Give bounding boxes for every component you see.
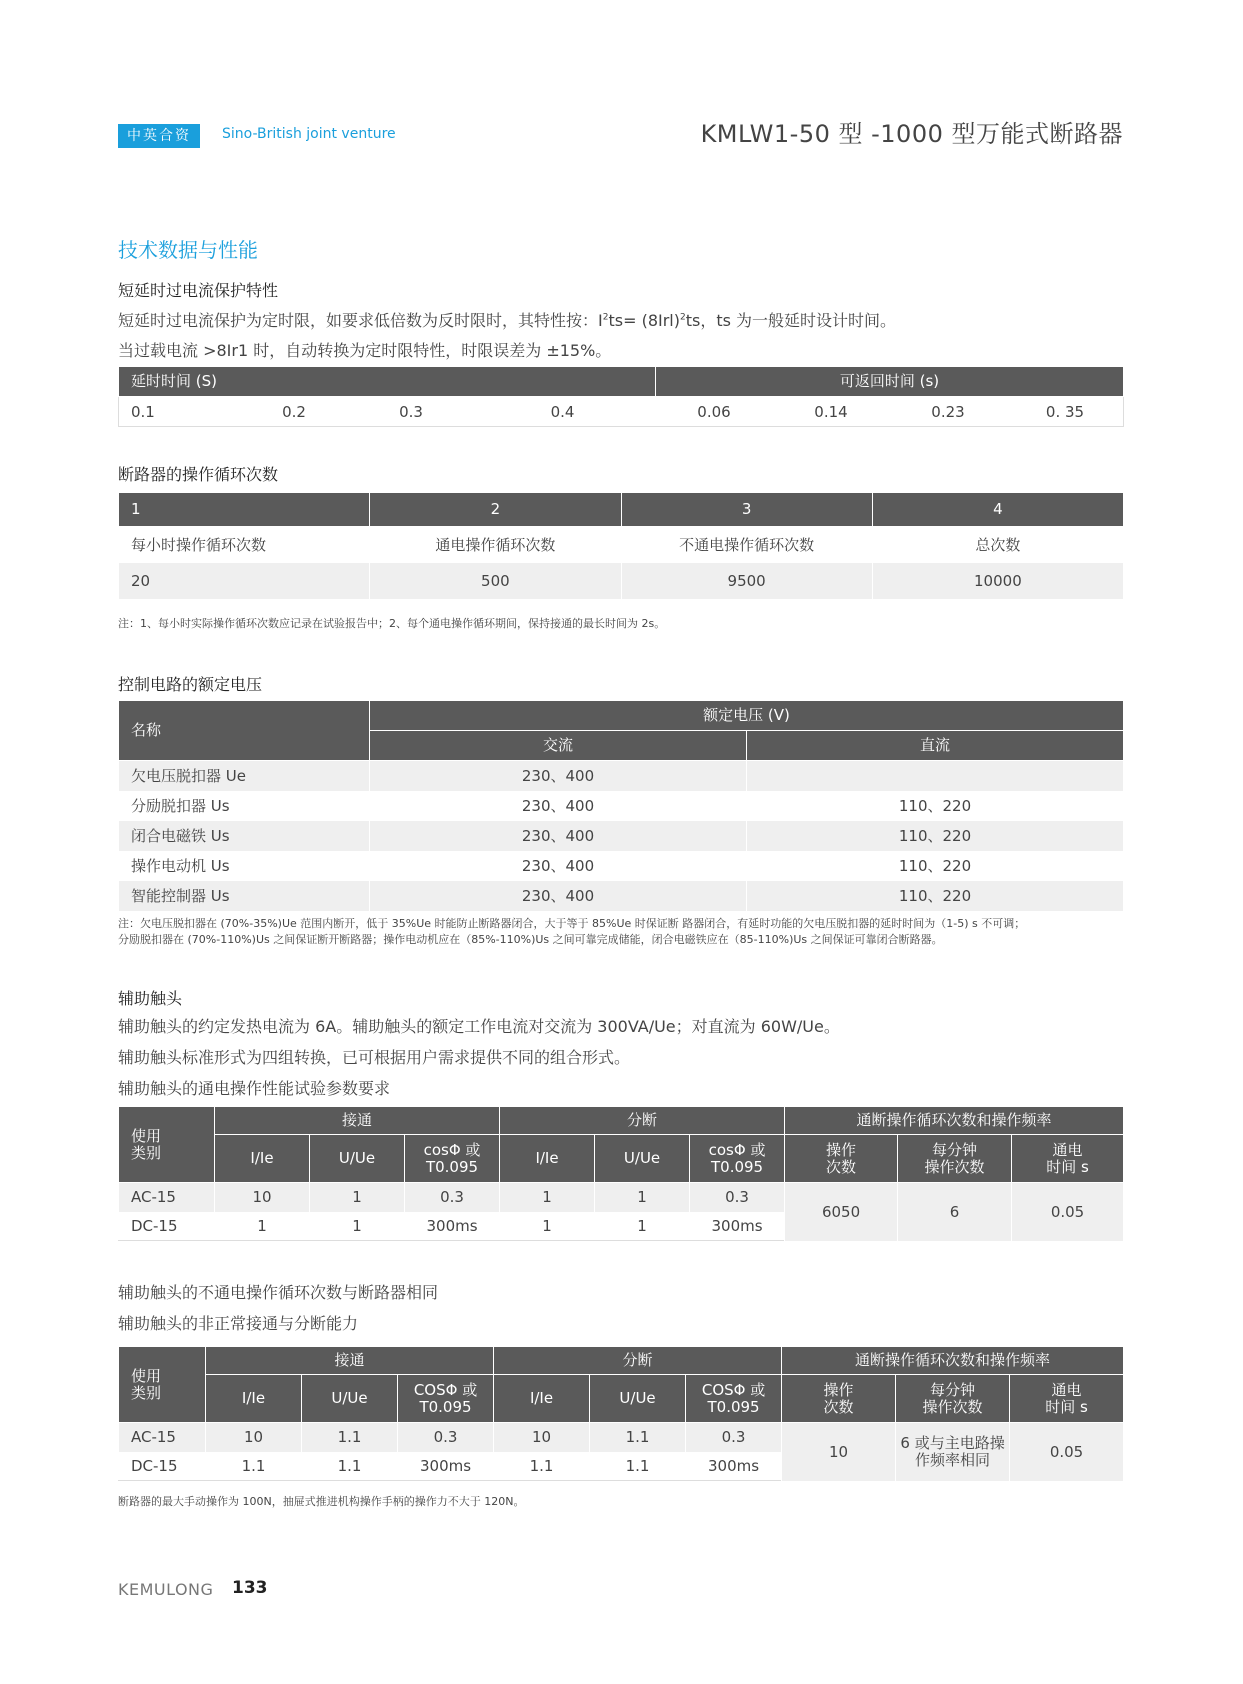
cycles-label: 不通电操作循环次数 xyxy=(621,527,872,563)
control-voltage-note-1: 注：欠电压脱扣器在 (70%-35%)Ue 范围内断开，低于 35%Ue 时能防止断路器闭合，大于等于 85%Ue 时保证断 路器闭合，有延时功能的欠电压脱扣器的延时时间为（1-5) s 不可调； xyxy=(118,917,1026,930)
voltage-row-ac: 230、400 xyxy=(370,851,747,881)
cycles-label: 通电操作循环次数 xyxy=(370,527,621,563)
aux-line2: 辅助触头标准形式为四组转换，已可根据用户需求提供不同的组合形式。 xyxy=(118,1048,631,1067)
value-cell: 0.3 xyxy=(690,1183,785,1212)
dc-header: 直流 xyxy=(747,731,1124,761)
page-number: 133 xyxy=(232,1578,268,1598)
ue-header: U/Ue xyxy=(595,1135,690,1183)
value-cell: 10 xyxy=(494,1423,590,1452)
short-delay-line1: 短延时过电流保护为定时限，如要求低倍数为反时限时，其特性按：$I^2ts= (8Irl)^2ts$，ts 为一般延时设计时间。 xyxy=(118,311,897,330)
return-cell: 0. 35 xyxy=(1007,397,1124,427)
voltage-row-dc: 110、220 xyxy=(747,821,1124,851)
short-delay-table xyxy=(118,366,1124,427)
value-cell: 10 xyxy=(215,1183,310,1212)
cycles-col-header: 4 xyxy=(872,493,1123,527)
voltage-row-ac: 230、400 xyxy=(370,761,747,791)
return-cell: 0.23 xyxy=(890,397,1007,427)
value-cell: 0.3 xyxy=(686,1423,782,1452)
category-header: 使用 类别 xyxy=(119,1347,206,1423)
ops-cell: 10 xyxy=(782,1423,896,1481)
cycles-value: 9500 xyxy=(621,563,872,599)
value-cell: 1.1 xyxy=(494,1452,590,1481)
voltage-row-dc: 110、220 xyxy=(747,851,1124,881)
return-cell: 0.14 xyxy=(773,397,890,427)
cycles-table xyxy=(118,492,1124,599)
cycles-value: 500 xyxy=(370,563,621,599)
frequency-header: 通断操作循环次数和操作频率 xyxy=(782,1347,1124,1375)
make-header: 接通 xyxy=(206,1347,494,1375)
time-header: 通电 时间 s xyxy=(1010,1375,1124,1423)
value-cell: 1.1 xyxy=(302,1423,398,1452)
cycles-label: 每小时操作循环次数 xyxy=(119,527,370,563)
aux-line1: 辅助触头的约定发热电流为 6A。辅助触头的额定工作电流对交流为 300VA/Ue；对直流为 60W/Ue。 xyxy=(118,1017,840,1036)
venture-badge: 中英合资 xyxy=(118,124,200,148)
ac-header: 交流 xyxy=(370,731,747,761)
ue-header: U/Ue xyxy=(310,1135,405,1183)
delay-cell: 0.2 xyxy=(236,397,353,427)
value-cell: 300ms xyxy=(690,1212,785,1241)
ops-cell: 6050 xyxy=(785,1183,898,1241)
break-header: 分断 xyxy=(494,1347,782,1375)
category-cell: AC-15 xyxy=(119,1423,206,1452)
ie-header: I/Ie xyxy=(494,1375,590,1423)
return-cell: 0.06 xyxy=(656,397,773,427)
value-cell: 0.3 xyxy=(398,1423,494,1452)
delay-time-header: 延时时间 (S) xyxy=(119,367,656,397)
voltage-row-ac: 230、400 xyxy=(370,881,747,911)
value-cell: 1 xyxy=(215,1212,310,1241)
name-header: 名称 xyxy=(119,701,370,761)
category-header: 使用 类别 xyxy=(119,1107,215,1183)
cos-header: cosΦ 或 T0.095 xyxy=(405,1135,500,1183)
voltage-row-ac: 230、400 xyxy=(370,791,747,821)
aux-line5: 辅助触头的非正常接通与分断能力 xyxy=(118,1314,359,1333)
voltage-row-dc: 110、220 xyxy=(747,881,1124,911)
cycles-label: 总次数 xyxy=(872,527,1123,563)
value-cell: 1.1 xyxy=(590,1423,686,1452)
voltage-row-name: 操作电动机 Us xyxy=(119,851,370,881)
per-minute-header: 每分钟 操作次数 xyxy=(898,1135,1012,1183)
frequency-header: 通断操作循环次数和操作频率 xyxy=(785,1107,1124,1135)
footer-brand: KEMULONG xyxy=(118,1580,214,1599)
aux-abnormal-table xyxy=(118,1346,1124,1481)
value-cell: 1 xyxy=(595,1183,690,1212)
aux-energized-table xyxy=(118,1106,1124,1241)
time-cell: 0.05 xyxy=(1010,1423,1124,1481)
value-cell: 10 xyxy=(206,1423,302,1452)
cos-header: cosΦ 或 T0.095 xyxy=(690,1135,785,1183)
aux-note: 断路器的最大手动操作为 100N，抽屉式推进机构操作手柄的操作力不大于 120N。 xyxy=(118,1495,525,1508)
section-title: 技术数据与性能 xyxy=(118,238,258,262)
value-cell: 0.3 xyxy=(405,1183,500,1212)
cos-header: COSΦ 或 T0.095 xyxy=(398,1375,494,1423)
cycles-col-header: 3 xyxy=(621,493,872,527)
voltage-row-name: 欠电压脱扣器 Ue xyxy=(119,761,370,791)
return-time-header: 可返回时间 (s) xyxy=(656,367,1124,397)
cycles-value: 20 xyxy=(119,563,370,599)
make-header: 接通 xyxy=(215,1107,500,1135)
control-voltage-note-2: 分励脱扣器在 (70%-110%)Us 之间保证断开断路器；操作电动机应在（85%-110%)Us 之间可靠完成储能，闭合电磁铁应在（85-110%)Us 之间保证可靠闭合断路器。 xyxy=(118,933,943,946)
voltage-row-ac: 230、400 xyxy=(370,821,747,851)
product-title: KMLW1-50 型 -1000 型万能式断路器 xyxy=(700,120,1123,148)
delay-cell: 0.3 xyxy=(353,397,470,427)
category-cell: DC-15 xyxy=(119,1452,206,1481)
per-minute-cell: 6 xyxy=(898,1183,1012,1241)
value-cell: 1.1 xyxy=(302,1452,398,1481)
venture-label: Sino-British joint venture xyxy=(222,126,396,142)
cycles-value: 10000 xyxy=(872,563,1123,599)
break-header: 分断 xyxy=(500,1107,785,1135)
category-cell: DC-15 xyxy=(119,1212,215,1241)
aux-line4: 辅助触头的不通电操作循环次数与断路器相同 xyxy=(118,1283,439,1302)
delay-cell: 0.1 xyxy=(119,397,236,427)
cycles-col-header: 1 xyxy=(119,493,370,527)
rated-voltage-header: 额定电压 (V) xyxy=(370,701,1124,731)
value-cell: 1 xyxy=(310,1183,405,1212)
cos-header: COSΦ 或 T0.095 xyxy=(686,1375,782,1423)
value-cell: 300ms xyxy=(686,1452,782,1481)
ue-header: U/Ue xyxy=(590,1375,686,1423)
voltage-row-dc xyxy=(747,761,1124,791)
value-cell: 300ms xyxy=(405,1212,500,1241)
ops-header: 操作 次数 xyxy=(782,1375,896,1423)
value-cell: 300ms xyxy=(398,1452,494,1481)
value-cell: 1 xyxy=(310,1212,405,1241)
value-cell: 1 xyxy=(500,1183,595,1212)
short-delay-heading: 短延时过电流保护特性 xyxy=(118,281,279,300)
ue-header: U/Ue xyxy=(302,1375,398,1423)
value-cell: 1 xyxy=(500,1212,595,1241)
per-minute-cell: 6 或与主电路操 作频率相同 xyxy=(896,1423,1010,1481)
voltage-row-dc: 110、220 xyxy=(747,791,1124,821)
category-cell: AC-15 xyxy=(119,1183,215,1212)
delay-cell: 0.4 xyxy=(470,397,656,427)
time-cell: 0.05 xyxy=(1012,1183,1124,1241)
per-minute-header: 每分钟 操作次数 xyxy=(896,1375,1010,1423)
value-cell: 1 xyxy=(595,1212,690,1241)
ops-header: 操作 次数 xyxy=(785,1135,898,1183)
value-cell: 1.1 xyxy=(206,1452,302,1481)
cycles-col-header: 2 xyxy=(370,493,621,527)
cycles-heading: 断路器的操作循环次数 xyxy=(118,465,279,484)
cycles-note: 注：1、每小时实际操作循环次数应记录在试验报告中；2、每个通电操作循环期间，保持接通的最长时间为 2s。 xyxy=(118,617,666,630)
ie-header: I/Ie xyxy=(500,1135,595,1183)
time-header: 通电 时间 s xyxy=(1012,1135,1124,1183)
voltage-row-name: 分励脱扣器 Us xyxy=(119,791,370,821)
voltage-row-name: 闭合电磁铁 Us xyxy=(119,821,370,851)
aux-heading: 辅助触头 xyxy=(118,989,183,1008)
voltage-row-name: 智能控制器 Us xyxy=(119,881,370,911)
aux-line3: 辅助触头的通电操作性能试验参数要求 xyxy=(118,1079,391,1098)
short-delay-line2: 当过载电流 >8Ir1 时，自动转换为定时限特性，时限误差为 ±15%。 xyxy=(118,341,612,360)
control-voltage-table xyxy=(118,700,1124,911)
ie-header: I/Ie xyxy=(215,1135,310,1183)
control-voltage-heading: 控制电路的额定电压 xyxy=(118,675,263,694)
value-cell: 1.1 xyxy=(590,1452,686,1481)
ie-header: I/Ie xyxy=(206,1375,302,1423)
